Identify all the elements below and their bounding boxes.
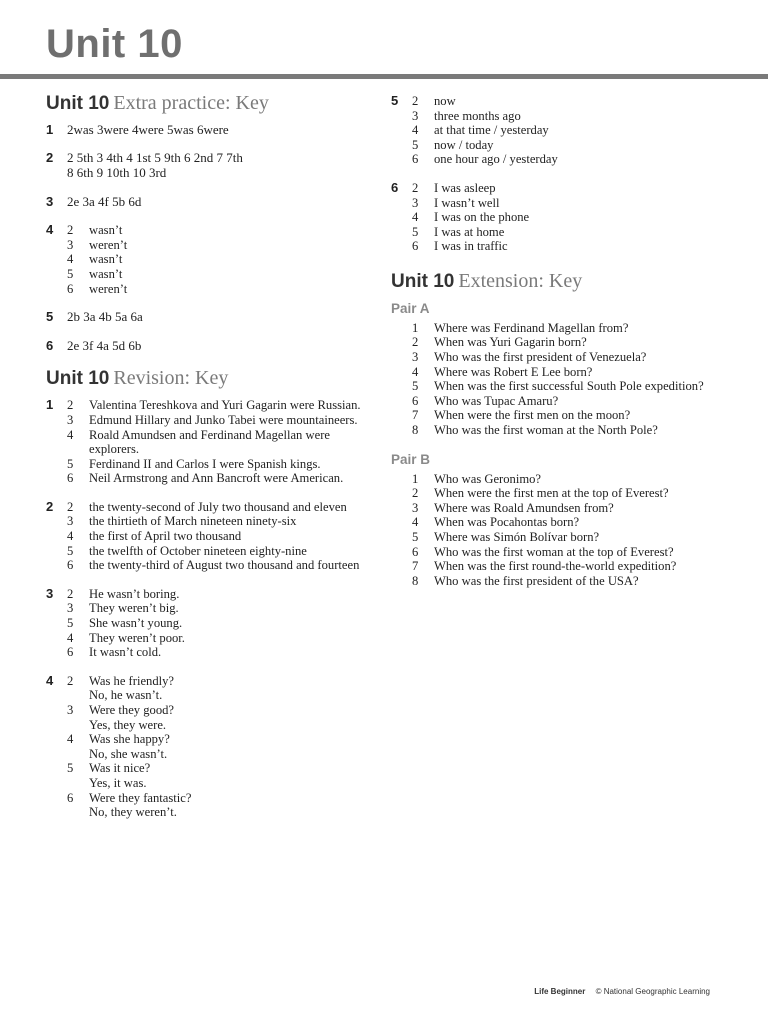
item-number: 3	[412, 350, 419, 365]
item-answer-line: No, he wasn’t.	[89, 688, 163, 703]
list-item	[412, 225, 731, 240]
item-text	[89, 558, 376, 573]
item-text	[89, 413, 376, 428]
item-number: 4	[412, 515, 419, 530]
exercise-number: 2	[46, 498, 54, 514]
item-line: Edmund Hillary and Junko Tabei were mountaineers.	[89, 412, 358, 427]
item-number: 1	[412, 471, 419, 486]
answer-line: 2e 3f 4a 5d 6b	[67, 337, 142, 353]
item-line: Was she happy?	[89, 732, 170, 747]
item-text	[434, 530, 731, 545]
item-number: 4	[67, 732, 74, 747]
item-number: 6	[67, 645, 74, 660]
item-line: Where was Roald Amundsen from?	[434, 500, 614, 515]
item-number: 7	[412, 408, 419, 423]
list-item	[412, 559, 731, 574]
item-text	[434, 486, 731, 501]
item-number: 4	[67, 252, 74, 267]
item-number: 7	[412, 559, 419, 574]
item-text	[434, 350, 731, 365]
item-text	[434, 196, 731, 211]
item-answer-line: No, she wasn’t.	[89, 746, 168, 761]
list-item	[67, 761, 376, 790]
item-line: Neil Armstrong and Ann Bancroft were American.	[89, 471, 344, 486]
exercise-number: 4	[46, 222, 54, 238]
item-number: 5	[67, 543, 74, 558]
list-item	[67, 544, 376, 559]
item-text	[89, 282, 376, 297]
exercise-number: 2	[46, 150, 54, 166]
list-item	[67, 674, 376, 703]
item-number: 6	[412, 152, 419, 167]
exercise	[46, 674, 376, 820]
item-line: wasn’t	[89, 223, 123, 238]
list-item	[412, 138, 731, 153]
exercise	[391, 321, 731, 438]
list-item	[412, 501, 731, 516]
item-text	[434, 365, 731, 380]
item-line: Who was the first president of the USA?	[434, 573, 639, 588]
list-item	[67, 282, 376, 297]
item-line: weren’t	[89, 237, 128, 252]
item-text	[89, 544, 376, 559]
item-text	[434, 515, 731, 530]
list-item	[67, 413, 376, 428]
exercise-number: 1	[46, 397, 54, 413]
item-line: Who was Geronimo?	[434, 471, 542, 486]
item-number: 5	[412, 224, 419, 239]
item-line: one hour ago / yesterday	[434, 152, 558, 167]
item-line: Were they good?	[89, 703, 175, 717]
list-item	[67, 558, 376, 573]
item-line: I wasn’t well	[434, 195, 500, 210]
item-line: When was the first round-the-world expedition?	[434, 559, 677, 574]
item-number: 4	[67, 630, 74, 645]
item-line: Who was Tupac Amaru?	[434, 393, 559, 408]
revision-heading	[46, 367, 376, 390]
item-text	[89, 500, 376, 515]
list-item	[412, 335, 731, 350]
item-text	[434, 138, 731, 153]
item-text	[434, 321, 731, 336]
heading-key: Extension: Key	[458, 269, 583, 292]
answer-line: 2 5th 3 4th 4 1st 5 9th 6 2nd 7 7th	[67, 150, 243, 166]
title-divider	[0, 74, 768, 79]
heading-unit: Unit 10	[391, 270, 455, 292]
item-line: weren’t	[89, 281, 128, 296]
item-text	[434, 94, 731, 109]
item-line: I was on the phone	[434, 210, 530, 225]
list-item	[67, 500, 376, 515]
item-text	[434, 181, 731, 196]
item-text	[434, 152, 731, 167]
item-line: Ferdinand II and Carlos I were Spanish kings.	[89, 456, 321, 471]
item-text	[434, 559, 731, 574]
exercise-number: 1	[46, 121, 54, 137]
item-text	[434, 545, 731, 560]
item-text	[89, 398, 376, 413]
item-text	[434, 335, 731, 350]
item-number: 3	[412, 500, 419, 515]
item-line: When was the first successful South Pole expedition?	[434, 379, 704, 394]
item-text	[89, 238, 376, 253]
item-line: When were the first men on the moon?	[434, 408, 631, 423]
item-number: 2	[412, 94, 419, 108]
list-item	[67, 267, 376, 282]
item-number: 5	[67, 761, 74, 776]
item-line: Who was the first woman at the North Pole?	[434, 422, 658, 437]
item-text	[89, 457, 376, 472]
item-line: When was Pocahontas born?	[434, 515, 580, 530]
list-item	[412, 408, 731, 423]
item-number: 4	[67, 529, 74, 544]
item-text	[89, 587, 376, 602]
item-text	[89, 732, 376, 761]
answer-line: 8 6th 9 10th 10 3rd	[67, 165, 167, 181]
item-text	[434, 408, 731, 423]
heading-unit: Unit 10	[46, 368, 110, 390]
item-number: 5	[412, 529, 419, 544]
list-item	[67, 223, 376, 238]
item-line: Where was Ferdinand Magellan from?	[434, 320, 629, 335]
list-item	[67, 238, 376, 253]
item-number: 3	[67, 514, 74, 529]
exercise	[46, 223, 376, 296]
item-line: the twelfth of October nineteen eighty-nine	[89, 543, 307, 558]
list-item	[412, 394, 731, 409]
exercise	[46, 500, 376, 573]
list-item	[67, 791, 376, 820]
list-item	[412, 530, 731, 545]
item-number: 4	[412, 364, 419, 379]
item-text	[434, 379, 731, 394]
heading-key: Extra practice: Key	[113, 92, 269, 114]
item-line: wasn’t	[89, 267, 123, 282]
list-item	[412, 321, 731, 336]
list-item	[412, 196, 731, 211]
list-item	[67, 457, 376, 472]
exercise-number: 5	[46, 309, 54, 325]
answer-line: 2was 3were 4were 5was 6were	[67, 121, 229, 137]
exercise-number: 6	[46, 337, 54, 353]
item-number: 6	[412, 544, 419, 559]
exercise	[46, 195, 376, 210]
item-number: 6	[67, 790, 74, 805]
exercise	[46, 398, 376, 486]
item-text	[434, 225, 731, 240]
list-item	[412, 210, 731, 225]
item-line: He wasn’t boring.	[89, 586, 180, 601]
item-line: now	[434, 94, 456, 108]
list-item	[67, 587, 376, 602]
item-text	[89, 514, 376, 529]
exercise-number: 6	[391, 179, 399, 195]
item-text	[434, 574, 731, 589]
item-line: the twenty-third of August two thousand and fourteen	[89, 558, 360, 573]
pair-b-label: Pair B	[391, 451, 431, 467]
item-line: I was in traffic	[434, 239, 508, 254]
list-item	[67, 529, 376, 544]
exercise	[391, 94, 731, 167]
item-text	[434, 210, 731, 225]
exercise	[46, 587, 376, 660]
item-text	[89, 428, 376, 457]
list-item	[412, 574, 731, 589]
item-text	[89, 791, 376, 820]
exercise-number: 5	[391, 93, 399, 108]
item-text	[434, 472, 731, 487]
item-line: When were the first men at the top of Everest?	[434, 486, 669, 501]
item-text	[89, 267, 376, 282]
item-number: 2	[412, 335, 419, 350]
list-item	[412, 181, 731, 196]
left-column	[46, 92, 376, 834]
item-line: When was Yuri Gagarin born?	[434, 335, 587, 350]
item-number: 2	[67, 586, 74, 601]
item-number: 5	[67, 267, 74, 282]
item-text	[89, 601, 376, 616]
item-number: 6	[67, 558, 74, 573]
item-text	[89, 529, 376, 544]
item-line: They weren’t poor.	[89, 630, 185, 645]
list-item	[412, 94, 731, 109]
item-number: 6	[67, 281, 74, 296]
list-item	[67, 398, 376, 413]
item-text	[89, 761, 376, 790]
list-item	[67, 428, 376, 457]
item-number: 3	[67, 703, 74, 717]
item-number: 8	[412, 422, 419, 437]
item-line: It wasn’t cold.	[89, 645, 162, 660]
item-line: now / today	[434, 137, 494, 152]
list-item	[67, 471, 376, 486]
item-line: Roald Amundsen and Ferdinand Magellan were explorers.	[89, 427, 330, 457]
item-number: 3	[412, 108, 419, 123]
list-item	[412, 123, 731, 138]
item-number: 2	[412, 486, 419, 501]
item-text	[89, 645, 376, 660]
item-text	[89, 703, 376, 732]
heading-key: Revision: Key	[113, 367, 229, 390]
heading-unit: Unit 10	[46, 93, 110, 114]
page-title: Unit 10	[46, 22, 183, 66]
item-text	[434, 501, 731, 516]
list-item	[412, 379, 731, 394]
item-number: 2	[412, 180, 419, 195]
list-item	[412, 239, 731, 254]
exercise	[46, 123, 376, 138]
item-number: 6	[67, 471, 74, 486]
item-line: She wasn’t young.	[89, 616, 183, 631]
item-text	[89, 471, 376, 486]
list-item	[67, 703, 376, 732]
item-number: 4	[412, 210, 419, 225]
item-answer-line: Yes, it was.	[89, 775, 147, 790]
list-item	[67, 645, 376, 660]
answer-line: 2e 3a 4f 5b 6d	[67, 193, 142, 209]
item-text	[434, 423, 731, 438]
list-item	[67, 732, 376, 761]
item-line: Valentina Tereshkova and Yuri Gagarin were Russian.	[89, 398, 361, 413]
exercise-number: 4	[46, 672, 54, 688]
item-text	[89, 674, 376, 703]
item-text	[89, 631, 376, 646]
item-answer-line: Yes, they were.	[89, 717, 167, 732]
item-number: 3	[67, 412, 74, 427]
item-line: I was at home	[434, 224, 505, 239]
item-number: 5	[67, 616, 74, 631]
item-text	[89, 616, 376, 631]
item-number: 5	[412, 379, 419, 394]
right-column	[391, 94, 731, 602]
exercise	[391, 472, 731, 589]
list-item	[412, 365, 731, 380]
footer-copyright: © National Geographic Learning	[595, 987, 710, 996]
item-line: Where was Simón Bolívar born?	[434, 529, 600, 544]
item-line: They weren’t big.	[89, 601, 179, 616]
list-item	[412, 152, 731, 167]
list-item	[412, 109, 731, 124]
item-line: Who was the first president of Venezuela?	[434, 350, 647, 365]
item-number: 8	[412, 573, 419, 588]
item-number: 4	[412, 123, 419, 138]
item-line: Where was Robert E Lee born?	[434, 364, 593, 379]
item-number: 6	[412, 393, 419, 408]
item-text	[434, 394, 731, 409]
list-item	[412, 545, 731, 560]
exercise	[391, 181, 731, 254]
list-item	[67, 252, 376, 267]
exercise-number: 3	[46, 193, 54, 209]
item-number: 2	[67, 223, 74, 238]
list-item	[67, 601, 376, 616]
item-text	[434, 123, 731, 138]
item-number: 5	[412, 137, 419, 152]
item-number: 3	[412, 195, 419, 210]
footer-book: Life Beginner	[534, 987, 586, 996]
item-text	[434, 239, 731, 254]
exercise	[46, 339, 376, 354]
list-item	[412, 472, 731, 487]
item-line: the twenty-second of July two thousand and eleven	[89, 499, 347, 514]
answer-line: 2b 3a 4b 5a 6a	[67, 309, 143, 325]
list-item	[67, 514, 376, 529]
item-line: Were they fantastic?	[89, 790, 192, 805]
item-number: 2	[67, 499, 74, 514]
item-text	[434, 109, 731, 124]
item-text	[89, 223, 376, 238]
list-item	[67, 631, 376, 646]
item-line: Who was the first woman at the top of Everest?	[434, 544, 674, 559]
list-item	[412, 423, 731, 438]
item-number: 1	[412, 320, 419, 335]
item-line: I was asleep	[434, 180, 496, 195]
item-line: the thirtieth of March nineteen ninety-six	[89, 514, 297, 529]
item-answer-line: No, they weren’t.	[89, 805, 177, 820]
exercise	[46, 310, 376, 325]
extension-heading	[391, 270, 731, 293]
extra-practice-heading	[46, 92, 376, 115]
item-number: 3	[67, 237, 74, 252]
item-line: at that time / yesterday	[434, 123, 549, 138]
pair-a-label: Pair A	[391, 300, 430, 316]
item-line: Was he friendly?	[89, 673, 175, 688]
list-item	[412, 515, 731, 530]
exercise-number: 3	[46, 585, 54, 601]
item-number: 2	[67, 673, 74, 688]
list-item	[67, 616, 376, 631]
item-line: the first of April two thousand	[89, 529, 242, 544]
item-number: 6	[412, 239, 419, 254]
item-number: 5	[67, 456, 74, 471]
exercise	[46, 151, 376, 180]
footer	[0, 987, 710, 996]
item-number: 4	[67, 427, 74, 442]
item-line: Was it nice?	[89, 761, 151, 776]
item-number: 3	[67, 601, 74, 616]
item-number: 2	[67, 398, 74, 413]
item-line: three months ago	[434, 108, 521, 123]
list-item	[412, 350, 731, 365]
item-line: wasn’t	[89, 252, 123, 267]
list-item	[412, 486, 731, 501]
item-text	[89, 252, 376, 267]
